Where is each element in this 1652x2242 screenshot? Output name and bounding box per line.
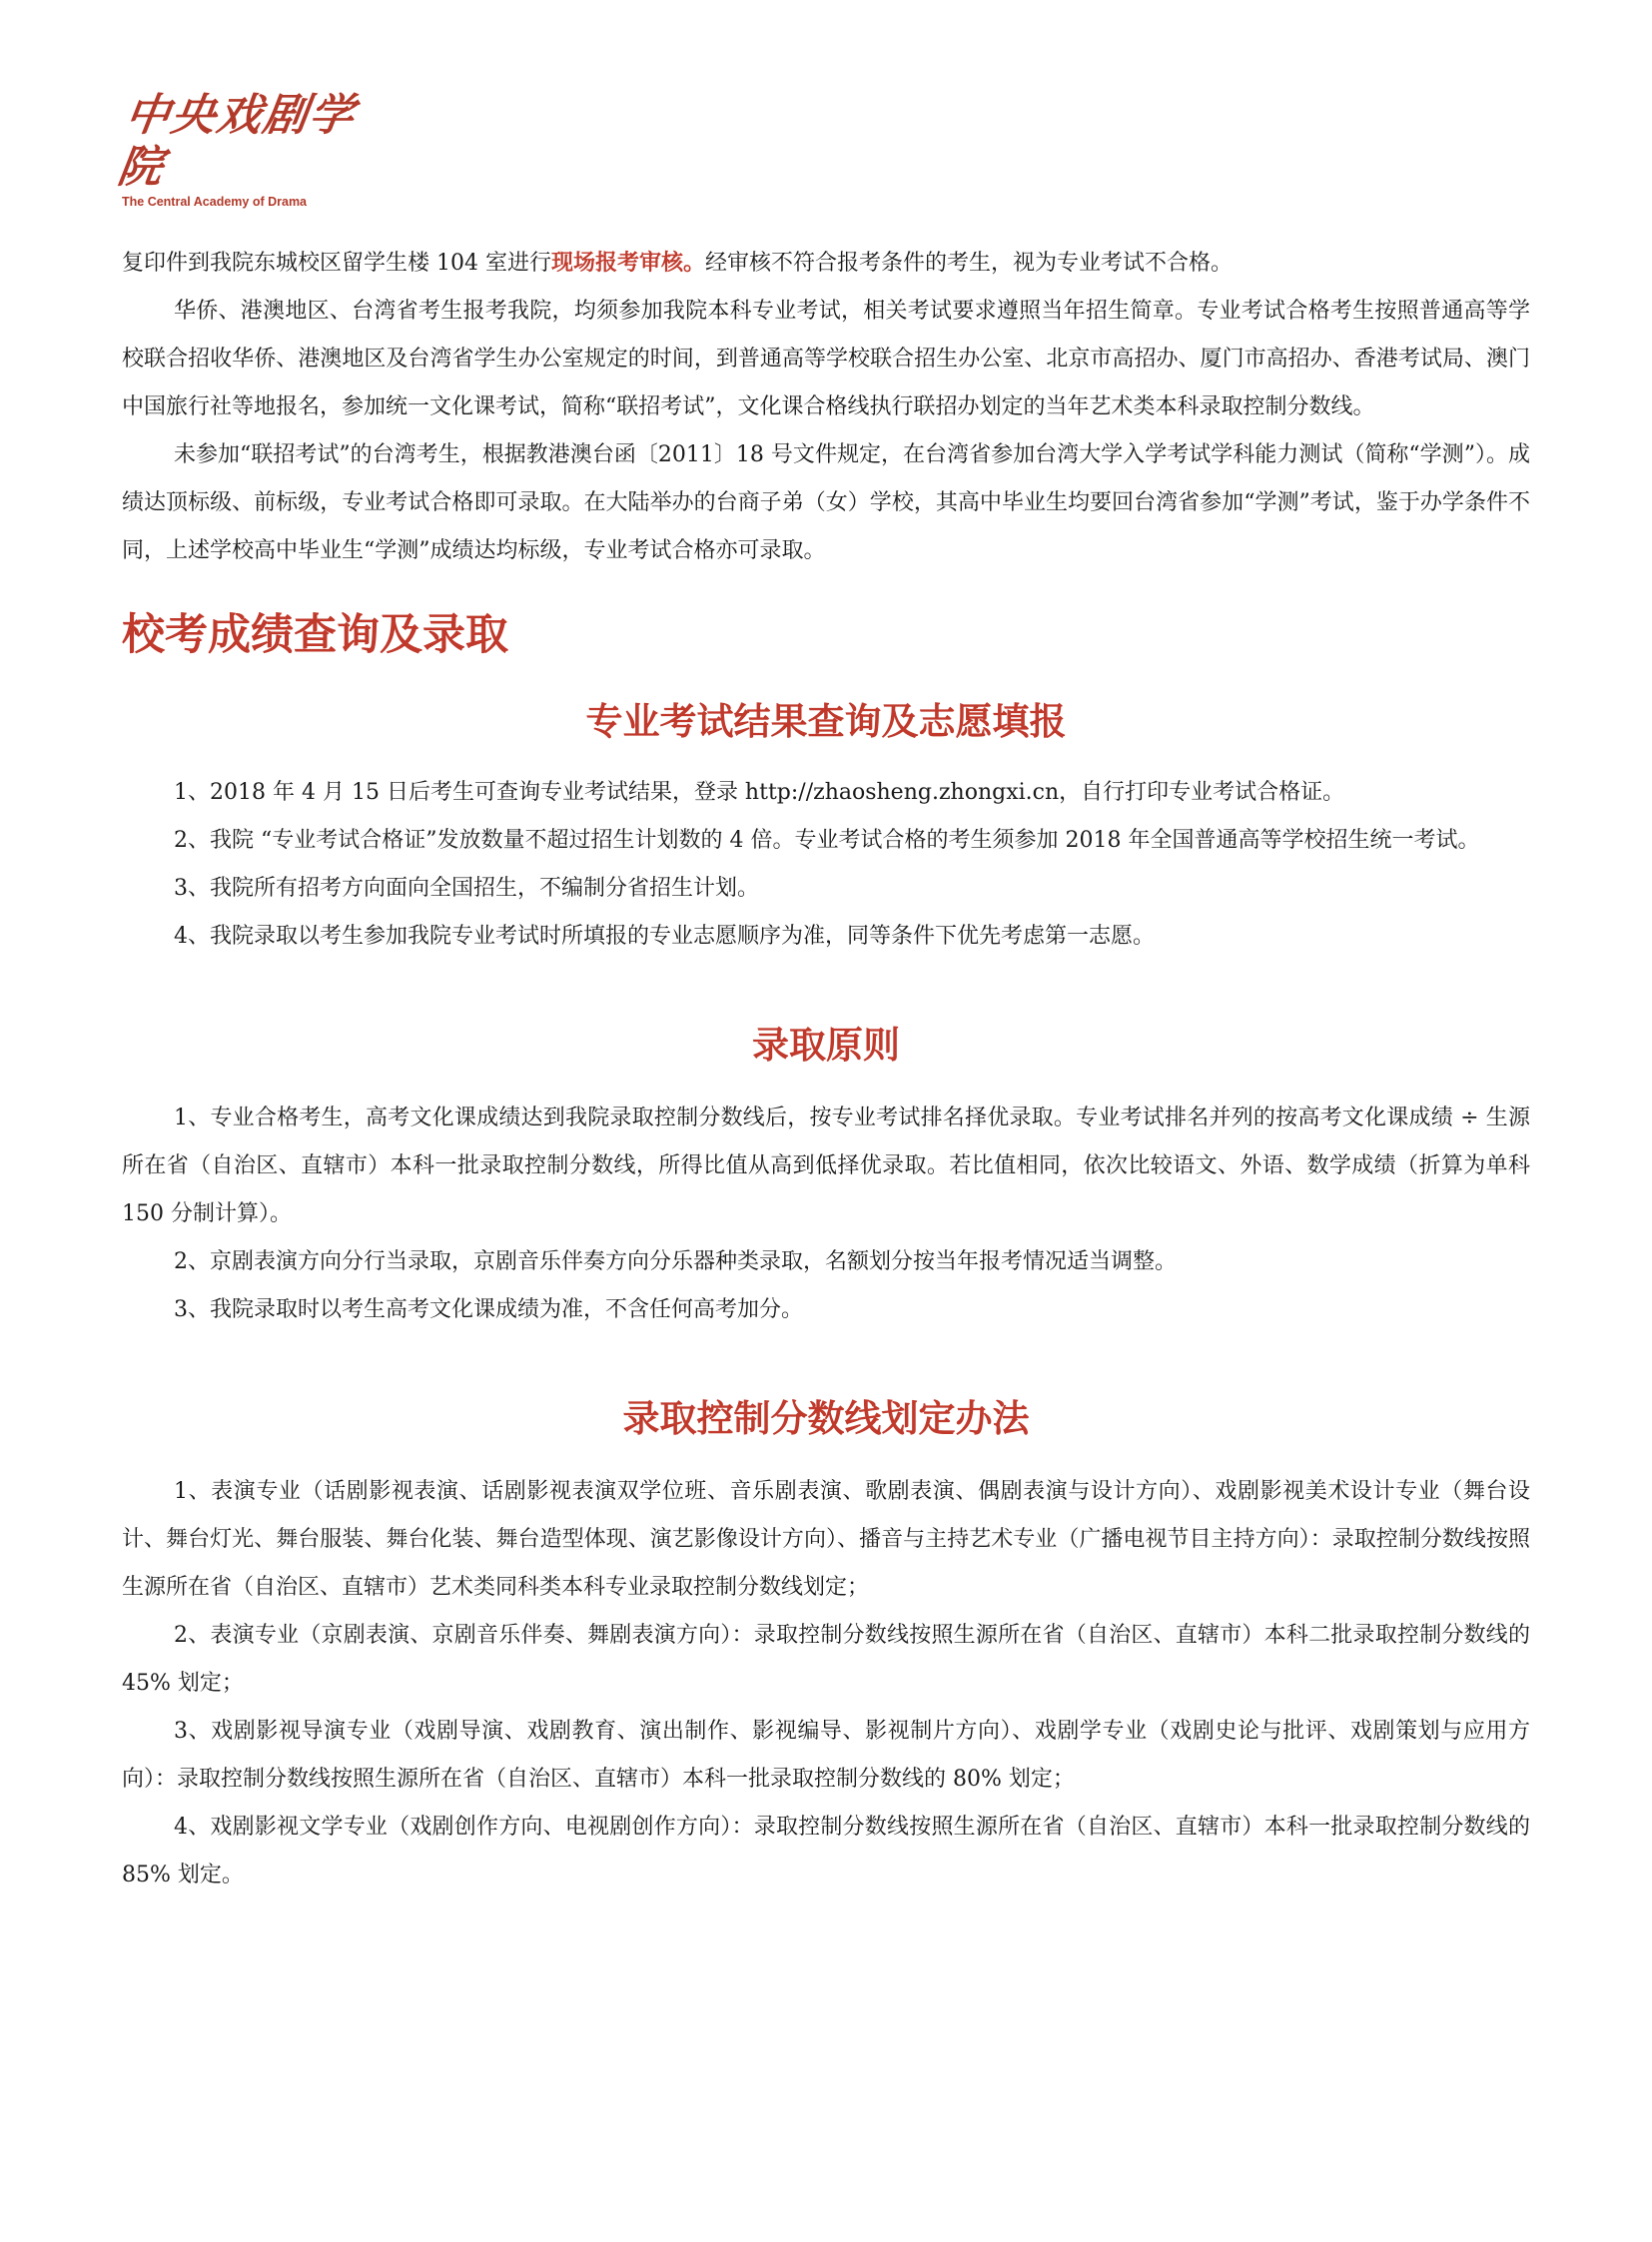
control-list <box>122 1468 1530 1899</box>
list-item: 4、我院录取以考生参加我院专业考试时所填报的专业志愿顺序为准，同等条件下优先考虑第一志愿。 <box>174 924 1156 949</box>
list-item: 1、2018 年 4 月 15 日后考生可查询专业考试结果，登录 http://zhaosheng.zhongxi.cn，自行打印专业考试合格证。 <box>174 780 1345 805</box>
result-title: 专业考试结果查询及志愿填报 <box>585 700 1067 743</box>
list-item: 2、京剧表演方向分行当录取，京剧音乐伴奏方向分乐器种类录取，名额划分按当年报考情况适当调整。 <box>174 1249 1178 1274</box>
highlight-text: 现场报考审核。 <box>550 251 705 276</box>
section-title: 校考成绩查询及录取 <box>122 610 508 660</box>
list-item: 1、表演专业（话剧影视表演、话剧影视表演双学位班、音乐剧表演、歌剧表演、偶剧表演与设计方向）、戏剧影视美术设计专业（舞台设计、舞台灯光、舞台服装、舞台化装、舞台造型体现、演艺影像设计方向）、播音与主持艺术专业（广播电视节目主持方向）：录取控制分数线按照生源所在省（自治区、直辖市）艺术类同科类本科专业录取控制分数线划定； <box>122 1479 1530 1600</box>
list-item: 4、戏剧影视文学专业（戏剧创作方向、电视剧创作方向）：录取控制分数线按照生源所在省（自治区、直辖市）本科一批录取控制分数线的 85% 划定。 <box>122 1815 1530 1887</box>
intro-paragraph-2: 华侨、港澳地区、台湾省考生报考我院，均须参加我院本科专业考试，相关考试要求遵照当年招生简章。专业考试合格考生按照普通高等学校联合招收华侨、港澳地区及台湾省学生办公室规定的时间，到普通高等学校联合招生办公室、北京市高招办、厦门市高招办、香港考试局、澳门中国旅行社等地报名，参加统一文化课考试，简称“联招考试”，文化课合格线执行联招办划定的当年艺术类本科录取控制分数线。 <box>122 299 1530 419</box>
principle-title: 录取原则 <box>752 1024 900 1067</box>
principle-list <box>122 1095 1530 1334</box>
list-item: 3、我院录取时以考生高考文化课成绩为准，不含任何高考加分。 <box>174 1297 803 1322</box>
result-list <box>122 769 1530 961</box>
list-item: 2、表演专业（京剧表演、京剧音乐伴奏、舞剧表演方向）：录取控制分数线按照生源所在省（自治区、直辖市）本科二批录取控制分数线的 45% 划定； <box>122 1623 1530 1696</box>
document-body <box>122 240 1530 1899</box>
logo-chinese: 中央戏剧学院 <box>114 90 360 193</box>
intro-text: 复印件到我院东城校区留学生楼 104 室进行 <box>122 251 551 276</box>
list-item: 3、我院所有招考方向面向全国招生，不编制分省招生计划。 <box>174 876 759 901</box>
list-item: 1、专业合格考生，高考文化课成绩达到我院录取控制分数线后，按专业考试排名择优录取。专业考试排名并列的按高考文化课成绩 ÷ 生源所在省（自治区、直辖市）本科一批录取控制分数线，所得比值从高到低择优录取。若比值相同，依次比较语文、外语、数学成绩（折算为单科 150 分制计算）。 <box>122 1106 1530 1226</box>
logo <box>114 90 382 210</box>
list-item: 2、我院 “专业考试合格证”发放数量不超过招生计划数的 4 倍。专业考试合格的考生须参加 2018 年全国普通高等学校招生统一考试。 <box>174 828 1480 853</box>
logo-english: The Central Academy of Drama <box>122 195 308 209</box>
intro-paragraph-3: 未参加“联招考试”的台湾考生，根据教港澳台函〔2011〕18 号文件规定，在台湾省参加台湾大学入学考试学科能力测试（简称“学测”）。成绩达顶标级、前标级，专业考试合格即可录取。在大陆举办的台商子弟（女）学校，其高中毕业生均要回台湾省参加“学测”考试，鉴于办学条件不同，上述学校高中毕业生“学测”成绩达均标级，专业考试合格亦可录取。 <box>122 442 1530 563</box>
control-title: 录取控制分数线划定办法 <box>622 1397 1030 1440</box>
list-item: 3、戏剧影视导演专业（戏剧导演、戏剧教育、演出制作、影视编导、影视制片方向）、戏剧学专业（戏剧史论与批评、戏剧策划与应用方向）：录取控制分数线按照生源所在省（自治区、直辖市）本科一批录取控制分数线的 80% 划定； <box>122 1719 1530 1792</box>
intro-text-end: 经审核不符合报考条件的考生，视为专业考试不合格。 <box>705 251 1234 276</box>
intro-paragraph-1 <box>122 240 1530 288</box>
